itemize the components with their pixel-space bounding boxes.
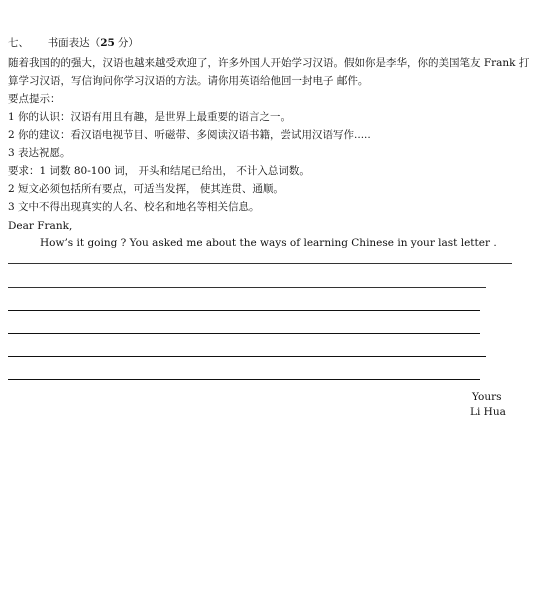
writing-line — [8, 356, 486, 357]
section-number: 七、 — [8, 37, 29, 49]
writing-line — [8, 263, 512, 264]
requirement-item-1: 要求：1 词数 80-100 词， 开头和结尾已给出， 不计入总词数。 — [8, 165, 310, 177]
letter-signature: Li Hua — [470, 406, 506, 418]
hints-heading: 要点提示： — [8, 93, 61, 105]
hint-item-2: 2 你的建议：看汉语电视节目、听磁带、多阅读汉语书籍，尝试用汉语写作..... — [8, 129, 371, 141]
writing-line — [8, 333, 480, 334]
writing-line — [8, 310, 480, 311]
letter-opening: How’s it going ? You asked me about the ways of learning Chinese in your last letter . — [40, 237, 497, 249]
hint-item-1: 1 你的认识：汉语有用且有趣，是世界上最重要的语言之一。 — [8, 111, 292, 123]
hint-item-3: 3 表达祝愿。 — [8, 147, 71, 159]
score-unit: 分） — [117, 37, 139, 49]
requirement-item-3: 3 文中不得出现真实的人名、校名和地名等相关信息。 — [8, 201, 260, 213]
section-heading — [8, 36, 139, 50]
letter-closing: Yours — [472, 391, 502, 403]
letter-greeting: Dear Frank, — [8, 220, 73, 232]
prompt-line-1: 随着我国的的强大，汉语也越来越受欢迎了，许多外国人开始学习汉语。假如你是李华，你的美国笔友 Frank 打 — [8, 57, 530, 69]
writing-line — [8, 379, 480, 380]
prompt-line-2: 算学习汉语，写信询问你学习汉语的方法。请你用英语给他回一封电子 邮件。 — [8, 75, 369, 87]
score-value: 25 — [100, 37, 115, 49]
score-open: （ — [89, 37, 101, 49]
requirement-item-2: 2 短文必须包括所有要点，可适当发挥， 使其连贯、通顺。 — [8, 183, 284, 195]
section-title: 书面表达 — [47, 37, 90, 49]
writing-line — [8, 287, 486, 288]
